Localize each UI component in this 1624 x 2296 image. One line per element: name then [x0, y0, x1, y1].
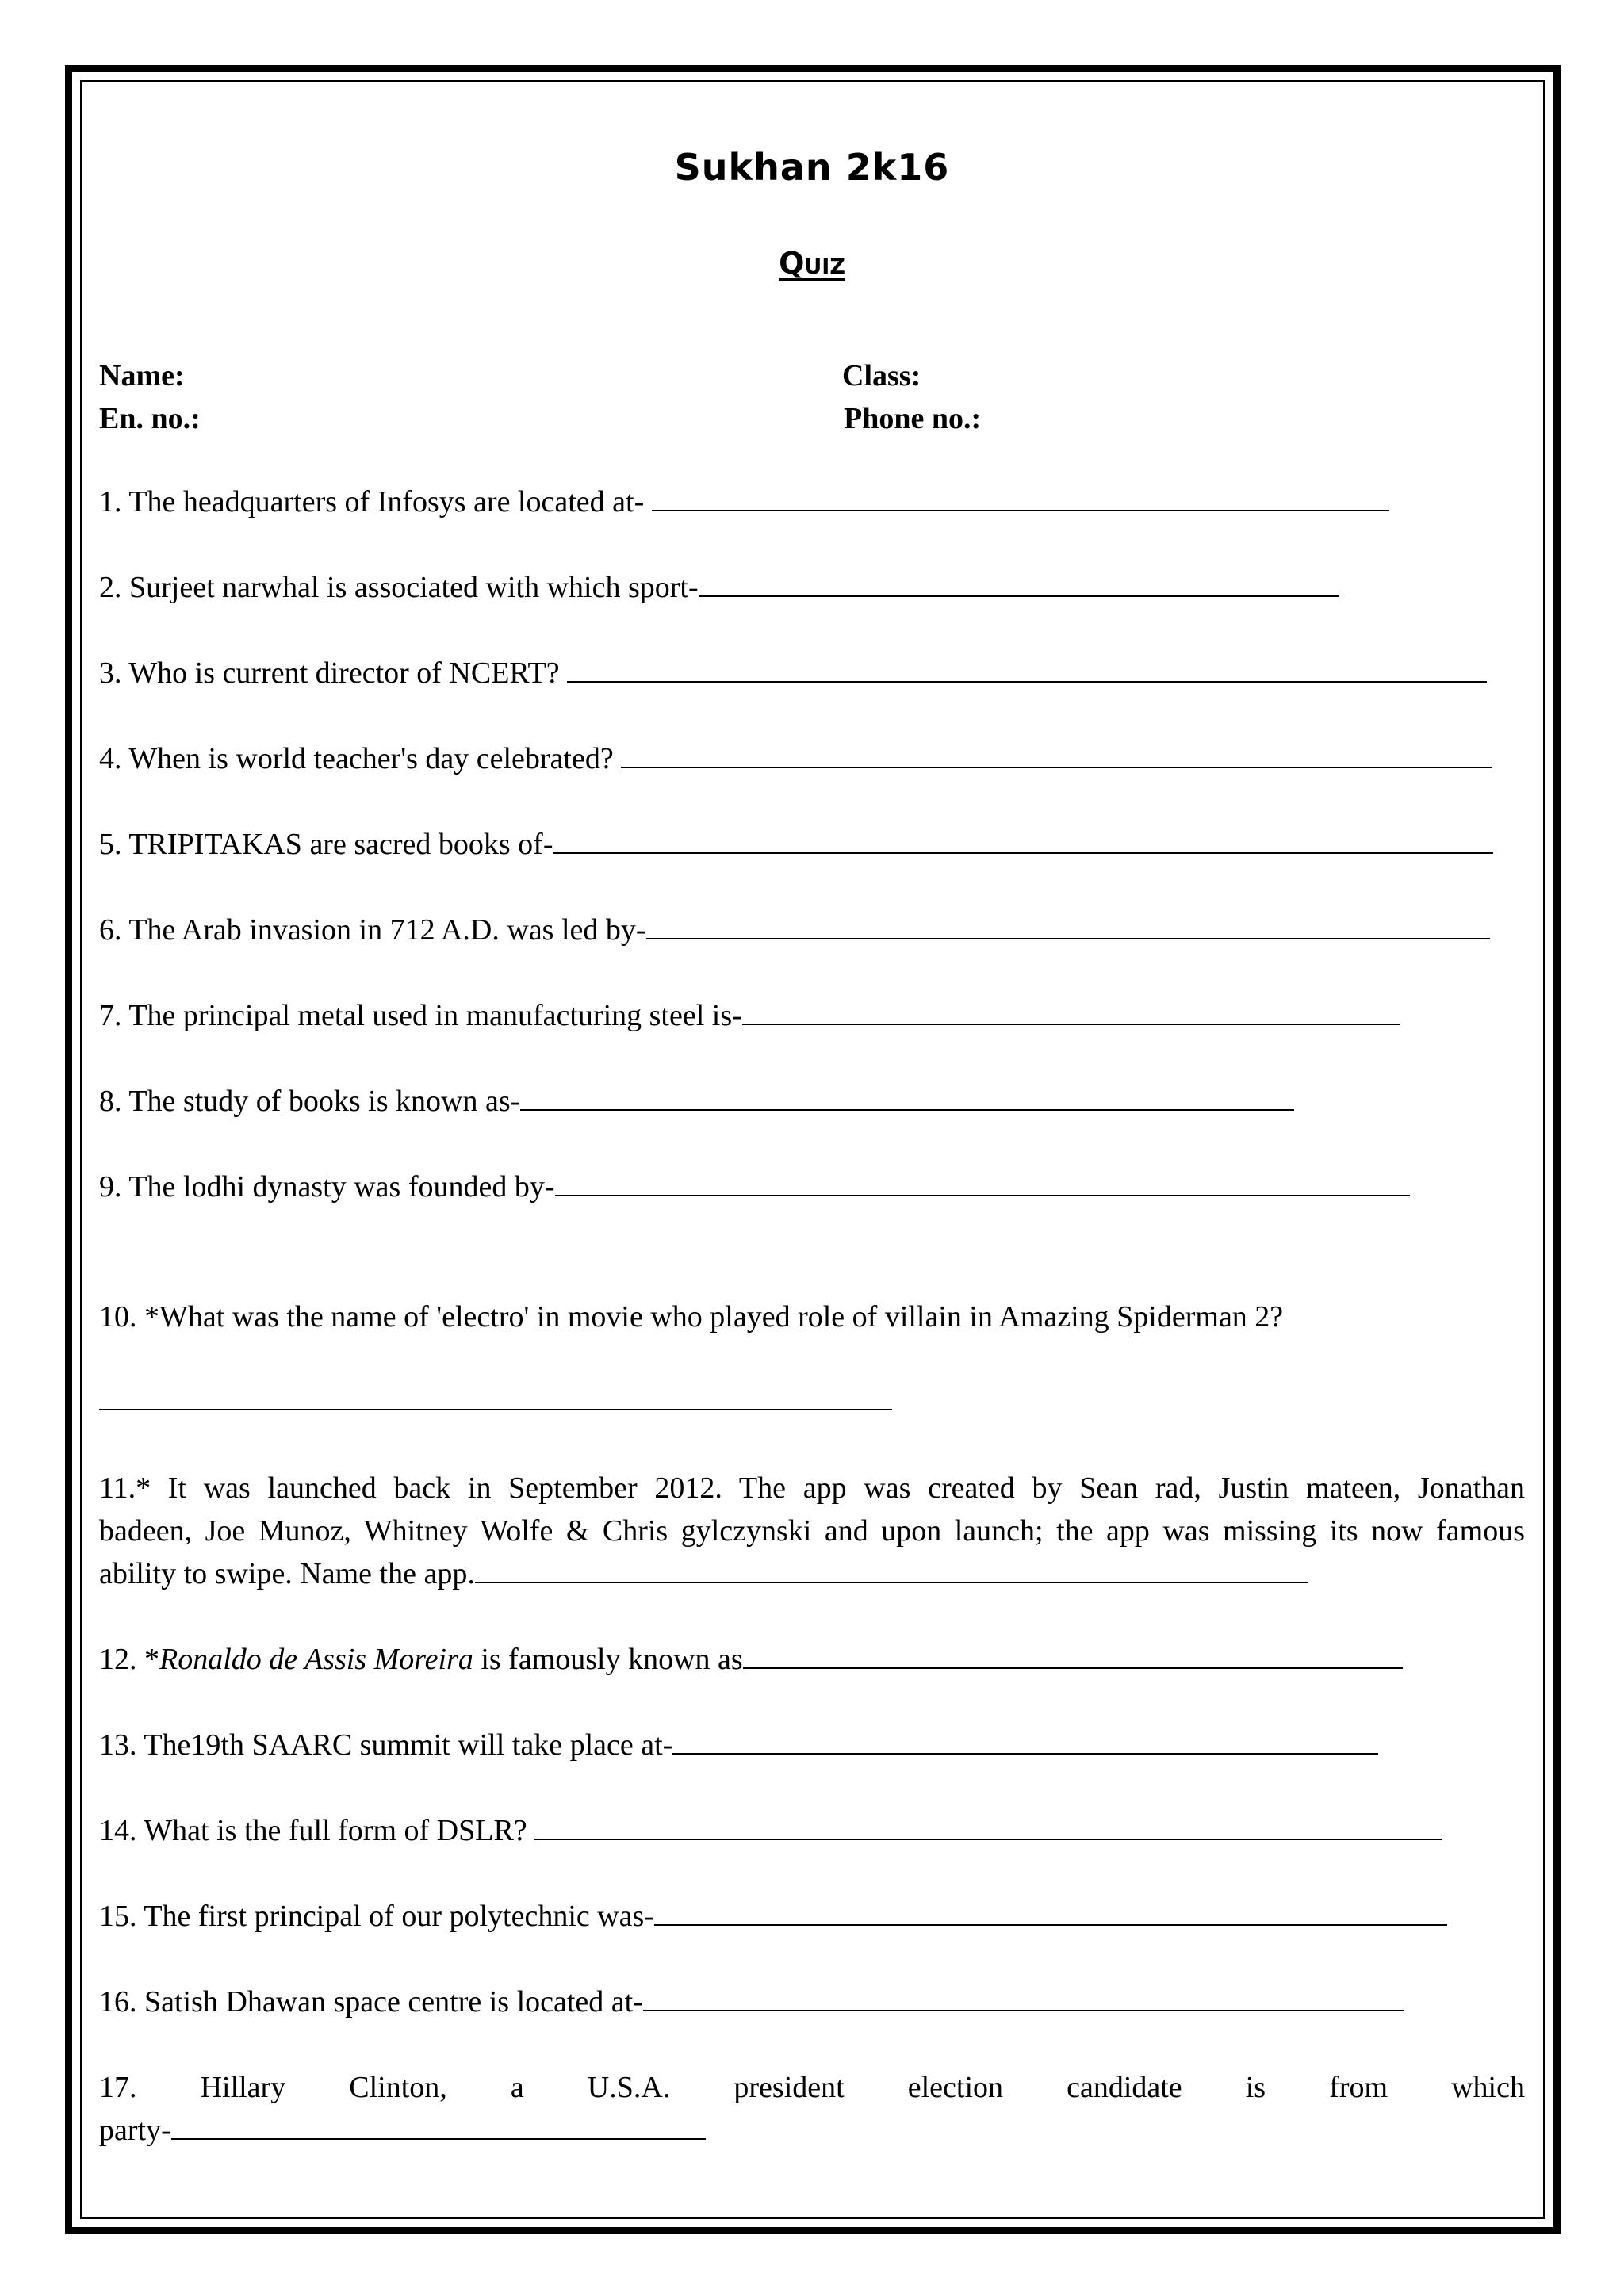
answer-blank[interactable] — [742, 997, 1400, 1025]
answer-blank[interactable] — [171, 2111, 706, 2140]
answer-blank[interactable] — [99, 1382, 892, 1410]
question-text: 16. Satish Dhawan space centre is located at- — [99, 1985, 643, 2019]
question-13 — [99, 1724, 1378, 1766]
question-14 — [99, 1809, 1442, 1852]
answer-blank[interactable] — [475, 1555, 1308, 1583]
question-11-line-3 — [99, 1552, 1525, 1595]
question-text: 11.* It was launched back in September 2012. The app was created by Sean rad, Justin mateen, Jonathan — [99, 1471, 1525, 1505]
question-7 — [99, 994, 1400, 1037]
question-6 — [99, 909, 1490, 951]
document-subtitle: Quiz — [779, 246, 845, 281]
question-text: 13. The19th SAARC summit will take place at- — [99, 1728, 673, 1762]
answer-blank[interactable] — [621, 740, 1492, 768]
question-text: 10. *What was the name of 'electro' in movie who played role of villain in Amazing Spiderman 2? — [99, 1300, 1284, 1334]
question-4 — [99, 737, 1492, 780]
question-text: 14. What is the full form of DSLR? — [99, 1814, 535, 1847]
answer-blank[interactable] — [646, 911, 1490, 939]
question-word: 17. — [99, 2071, 137, 2104]
question-text: 8. The study of books is known as- — [99, 1085, 521, 1118]
question-text: 1. The headquarters of Infosys are located at- — [99, 485, 652, 519]
question-word: election — [907, 2071, 1004, 2104]
question-text: 12. * — [99, 1643, 159, 1676]
question-10 — [99, 1295, 1283, 1338]
answer-blank[interactable] — [555, 1168, 1410, 1196]
question-17-line-2 — [99, 2109, 1525, 2152]
question-3 — [99, 652, 1487, 695]
answer-blank[interactable] — [553, 825, 1493, 854]
question-2 — [99, 566, 1339, 609]
answer-blank[interactable] — [643, 1983, 1404, 2011]
question-text: is famously known as — [473, 1643, 743, 1676]
question-word: from — [1329, 2071, 1388, 2104]
question-16 — [99, 1980, 1404, 2023]
question-15 — [99, 1895, 1447, 1938]
phone-label: Phone no.: — [844, 402, 982, 435]
question-text: ability to swipe. Name the app. — [99, 1557, 475, 1590]
answer-blank[interactable] — [672, 1726, 1378, 1755]
question-emphasis: Ronaldo de Assis Moreira — [159, 1643, 473, 1676]
answer-blank[interactable] — [652, 483, 1389, 511]
question-11-line-1 — [99, 1467, 1525, 1510]
question-text: 7. The principal metal used in manufacturing steel is- — [99, 999, 742, 1032]
question-text: 15. The first principal of our polytechnic was- — [99, 1900, 654, 1933]
question-text: 2. Surjeet narwhal is associated with which sport- — [99, 571, 699, 604]
question-11-line-2 — [99, 1510, 1525, 1552]
question-text: 5. TRIPITAKAS are sacred books of- — [99, 828, 553, 861]
question-9 — [99, 1165, 1410, 1208]
question-17 — [99, 2066, 1525, 2152]
enrollment-label: En. no.: — [99, 402, 201, 435]
question-text: 4. When is world teacher's day celebrated? — [99, 742, 622, 775]
answer-blank[interactable] — [699, 568, 1339, 597]
question-17-line-1 — [99, 2066, 1525, 2109]
question-text: party- — [99, 2114, 171, 2147]
question-word: which — [1451, 2071, 1525, 2104]
question-text: 3. Who is current director of NCERT? — [99, 656, 568, 690]
question-word: a — [510, 2071, 524, 2104]
question-word: president — [733, 2071, 845, 2104]
question-1 — [99, 480, 1389, 523]
question-12 — [99, 1638, 1403, 1681]
question-word: Hillary — [200, 2071, 286, 2104]
question-text: 6. The Arab invasion in 712 A.D. was led by- — [99, 913, 646, 947]
question-5 — [99, 823, 1493, 866]
question-word: U.S.A. — [587, 2071, 671, 2104]
question-text: 9. The lodhi dynasty was founded by- — [99, 1170, 555, 1203]
question-word: candidate — [1067, 2071, 1182, 2104]
answer-blank[interactable] — [654, 1897, 1447, 1926]
question-text: badeen, Joe Munoz, Whitney Wolfe & Chris gylczynski and upon launch; the app was missing its now famous — [99, 1514, 1525, 1548]
class-label: Class: — [842, 359, 921, 392]
name-label: Name: — [99, 359, 185, 392]
document-title: Sukhan 2k16 — [674, 146, 950, 189]
question-11 — [99, 1467, 1525, 1595]
answer-blank[interactable] — [534, 1812, 1442, 1840]
question-word: Clinton, — [349, 2071, 447, 2104]
question-word: is — [1245, 2071, 1266, 2104]
answer-blank[interactable] — [567, 654, 1487, 683]
question-8 — [99, 1080, 1294, 1123]
answer-blank[interactable] — [520, 1082, 1294, 1111]
question-10-answer-line — [99, 1380, 892, 1422]
answer-blank[interactable] — [743, 1640, 1403, 1669]
